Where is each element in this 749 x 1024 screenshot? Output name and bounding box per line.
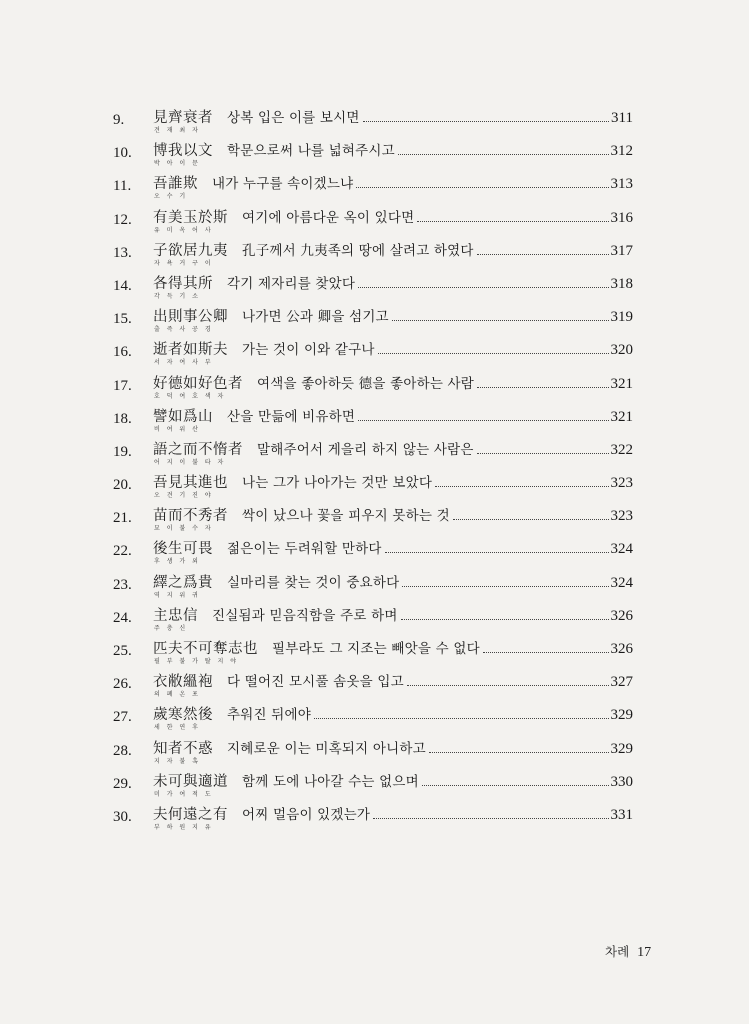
entry-title: 산을 만듦에 비유하면 [227,408,356,425]
dot-leader [378,353,609,354]
entry-number: 9. [113,112,125,128]
page-number: 313 [610,176,633,193]
toc-entry[interactable] [0,302,749,335]
entry-number: 11. [113,178,132,195]
entry-number: 22. [113,543,132,560]
toc-entry[interactable] [0,501,749,534]
entry-number: 20. [113,477,132,494]
entry-title: 가는 것이 이와 같구나 [242,342,375,359]
dot-leader [314,718,609,719]
toc-entry[interactable] [0,103,749,136]
hanja-heading [153,673,213,698]
title-line [227,706,633,726]
page-number: 316 [610,209,633,226]
page-number: 320 [610,342,633,359]
hanja-reading: 서 자 여 사 부 [154,359,214,367]
entry-number: 17. [113,377,132,394]
page-number: 324 [610,574,633,591]
title-line [242,773,633,793]
hanja-text: 吾誰欺 [153,176,198,193]
hanja-reading: 묘 이 불 수 자 [154,525,214,533]
hanja-text: 吾見其進也 [153,475,228,492]
dot-leader [358,420,608,421]
entry-number: 19. [113,443,132,460]
hanja-reading: 의 폐 온 포 [154,691,201,699]
entry-number: 13. [113,244,132,261]
hanja-text: 語之而不惰者 [153,441,243,458]
hanja-heading [153,773,228,798]
dot-leader [483,652,609,653]
hanja-text: 繹之爲貴 [153,574,213,591]
entry-title: 추워진 뒤에야 [227,707,311,724]
toc-entry[interactable] [0,667,749,700]
title-line [242,474,633,494]
entry-number: 12. [113,211,132,228]
entry-title: 말해주어서 게을리 하지 않는 사람은 [257,441,474,458]
toc-entry[interactable] [0,136,749,169]
toc-entry[interactable] [0,435,749,468]
toc-entry[interactable] [0,800,749,833]
title-line [227,574,633,594]
dot-leader [477,254,609,255]
entry-title: 다 떨어진 모시풀 솜옷을 입고 [227,674,404,691]
entry-title: 진실됨과 믿음직함을 주로 하며 [212,607,398,624]
hanja-heading [153,640,258,665]
toc-entry[interactable] [0,269,749,302]
hanja-heading [153,408,213,433]
title-line [242,341,633,361]
dot-leader [356,187,608,188]
hanja-reading: 유 미 옥 어 사 [154,226,214,234]
page-number: 326 [610,607,633,624]
toc-entry[interactable] [0,534,749,567]
hanja-heading [153,706,213,731]
hanja-reading: 미 가 여 적 도 [154,790,214,798]
page-number: 321 [610,375,633,392]
entry-title: 지혜로운 이는 미혹되지 아니하고 [227,740,426,757]
dot-leader [358,287,608,288]
page-number: 322 [610,441,633,458]
hanja-text: 後生可畏 [153,541,213,558]
entry-title: 어찌 멀음이 있겠는가 [242,806,371,823]
toc-entry[interactable] [0,169,749,202]
title-line [242,507,633,527]
entry-number: 28. [113,742,132,759]
title-line [242,806,633,826]
title-line [257,375,633,395]
hanja-reading: 견 재 최 자 [154,127,201,134]
title-line [227,740,633,760]
dot-leader [453,519,609,520]
table-of-contents [0,103,749,833]
entry-title: 여기에 아름다운 옥이 있다면 [242,209,415,226]
hanja-reading: 박 아 이 문 [154,160,201,168]
page-number: 318 [610,275,633,292]
page-number: 327 [610,674,633,691]
title-line [227,109,633,129]
folio-number: 17 [637,945,652,960]
hanja-text: 各得其所 [153,275,213,292]
entry-title: 나는 그가 나아가는 것만 보았다 [242,475,433,492]
page-number: 326 [610,641,633,657]
toc-entry[interactable] [0,568,749,601]
page-footer [605,942,651,961]
entry-title: 싹이 났으나 꽃을 피우지 못하는 것 [242,508,450,525]
entry-number: 15. [113,311,132,328]
entry-title: 각기 제자리를 찾았다 [227,275,356,292]
toc-entry[interactable] [0,734,749,767]
hanja-heading [153,209,228,234]
entry-number: 18. [113,410,132,427]
entry-number: 27. [113,709,132,726]
hanja-text: 主忠信 [153,607,198,624]
hanja-text: 博我以文 [153,143,213,160]
hanja-reading: 각 득 기 소 [154,292,201,300]
hanja-text: 歲寒然後 [153,707,213,724]
hanja-heading [153,507,228,532]
hanja-text: 衣敝縕袍 [153,674,213,691]
page-number: 331 [610,806,633,823]
title-line [227,673,633,693]
entry-number: 25. [113,643,132,659]
dot-leader [373,818,608,819]
page-number: 311 [611,110,633,126]
hanja-reading: 주 충 신 [154,624,188,632]
dot-leader [398,154,609,155]
title-line [227,540,633,560]
hanja-reading: 어 지 이 불 타 자 [154,458,226,466]
hanja-heading [153,175,198,200]
toc-entry[interactable] [0,402,749,435]
toc-entry[interactable] [0,767,749,800]
hanja-text: 匹夫不可奪志也 [153,641,258,657]
title-line [242,242,633,262]
hanja-text: 有美玉於斯 [153,209,228,226]
entry-number: 29. [113,775,132,792]
hanja-reading: 역 지 위 귀 [154,591,201,599]
entry-number: 21. [113,510,132,527]
entry-title: 함께 도에 나아갈 수는 없으며 [242,773,419,790]
page-number: 329 [610,740,633,757]
hanja-heading [153,806,228,831]
entry-number: 30. [113,808,132,825]
dot-leader [417,221,608,222]
hanja-text: 子欲居九夷 [153,242,228,259]
entry-title: 여색을 좋아하듯 德을 좋아하는 사람 [257,375,475,392]
toc-entry[interactable] [0,601,749,634]
dot-leader [402,586,608,587]
page-number: 321 [610,408,633,425]
entry-title: 나가면 公과 卿을 섬기고 [242,309,389,326]
title-line [272,640,633,660]
entry-number: 16. [113,344,132,361]
page-number: 317 [610,242,633,259]
toc-entry[interactable] [0,203,749,236]
dot-leader [363,121,609,122]
dot-leader [477,387,608,388]
hanja-text: 逝者如斯夫 [153,342,228,359]
hanja-heading [153,275,213,300]
hanja-reading: 호 덕 여 호 색 자 [154,392,226,400]
hanja-heading [153,441,243,466]
dot-leader [422,785,609,786]
title-line [227,142,633,162]
hanja-reading: 오 수 기 [154,193,188,201]
hanja-text: 見齊衰者 [153,110,213,126]
toc-entry[interactable] [0,236,749,269]
entry-title: 내가 누구를 속이겠느냐 [212,176,354,193]
hanja-heading [153,109,213,134]
hanja-heading [153,740,213,765]
hanja-text: 出則事公卿 [153,309,228,326]
entry-number: 26. [113,676,132,693]
hanja-text: 知者不惑 [153,740,213,757]
toc-entry[interactable] [0,369,749,402]
entry-number: 23. [113,576,132,593]
page-number: 323 [610,475,633,492]
toc-entry[interactable] [0,634,749,667]
hanja-heading [153,574,213,599]
hanja-reading: 후 생 가 외 [154,558,201,566]
entry-title: 孔子께서 九夷족의 땅에 살려고 하였다 [242,242,474,259]
hanja-reading: 오 견 기 진 야 [154,492,214,500]
hanja-reading: 지 자 불 혹 [154,757,201,765]
entry-title: 실마리를 찾는 것이 중요하다 [227,574,400,591]
page-number: 324 [610,541,633,558]
title-line [242,308,633,328]
hanja-heading [153,607,198,632]
toc-entry[interactable] [0,468,749,501]
dot-leader [435,486,608,487]
section-label: 차례 [605,944,630,959]
toc-entry[interactable] [0,700,749,733]
entry-title: 젊은이는 두려워할 만하다 [227,541,382,558]
hanja-reading: 필 부 불 가 탈 지 야 [154,658,239,665]
entry-title: 상복 입은 이를 보시면 [227,110,360,126]
hanja-heading [153,308,228,333]
title-line [257,441,633,461]
page-number: 330 [610,773,633,790]
toc-entry[interactable] [0,335,749,368]
hanja-reading: 자 욕 거 구 이 [154,259,214,267]
page-number: 319 [610,309,633,326]
hanja-reading: 부 하 원 지 유 [154,823,214,831]
entry-title: 필부라도 그 지조는 빼앗을 수 없다 [272,641,480,657]
title-line [227,408,633,428]
hanja-heading [153,540,213,565]
hanja-text: 夫何遠之有 [153,806,228,823]
dot-leader [401,619,609,620]
hanja-text: 譬如爲山 [153,408,213,425]
hanja-heading [153,341,228,366]
entry-number: 14. [113,277,132,294]
hanja-heading [153,375,243,400]
dot-leader [385,552,609,553]
dot-leader [407,685,609,686]
title-line [212,175,633,195]
hanja-heading [153,142,213,167]
dot-leader [429,752,609,753]
title-line [242,209,633,229]
entry-number: 24. [113,609,132,626]
hanja-text: 苗而不秀者 [153,508,228,525]
title-line [227,275,633,295]
page-number: 312 [610,143,633,160]
hanja-reading: 비 여 위 산 [154,425,201,433]
dot-leader [392,320,609,321]
hanja-text: 未可與適道 [153,773,228,790]
title-line [212,607,633,627]
hanja-reading: 출 즉 사 공 경 [154,326,214,334]
entry-number: 10. [113,145,132,162]
page-number: 329 [610,707,633,724]
entry-title: 학문으로써 나를 넓혀주시고 [227,143,395,160]
hanja-heading [153,242,228,267]
page-number: 323 [610,508,633,525]
hanja-heading [153,474,228,499]
hanja-text: 好德如好色者 [153,375,243,392]
hanja-reading: 세 한 연 후 [154,724,201,732]
dot-leader [477,453,609,454]
